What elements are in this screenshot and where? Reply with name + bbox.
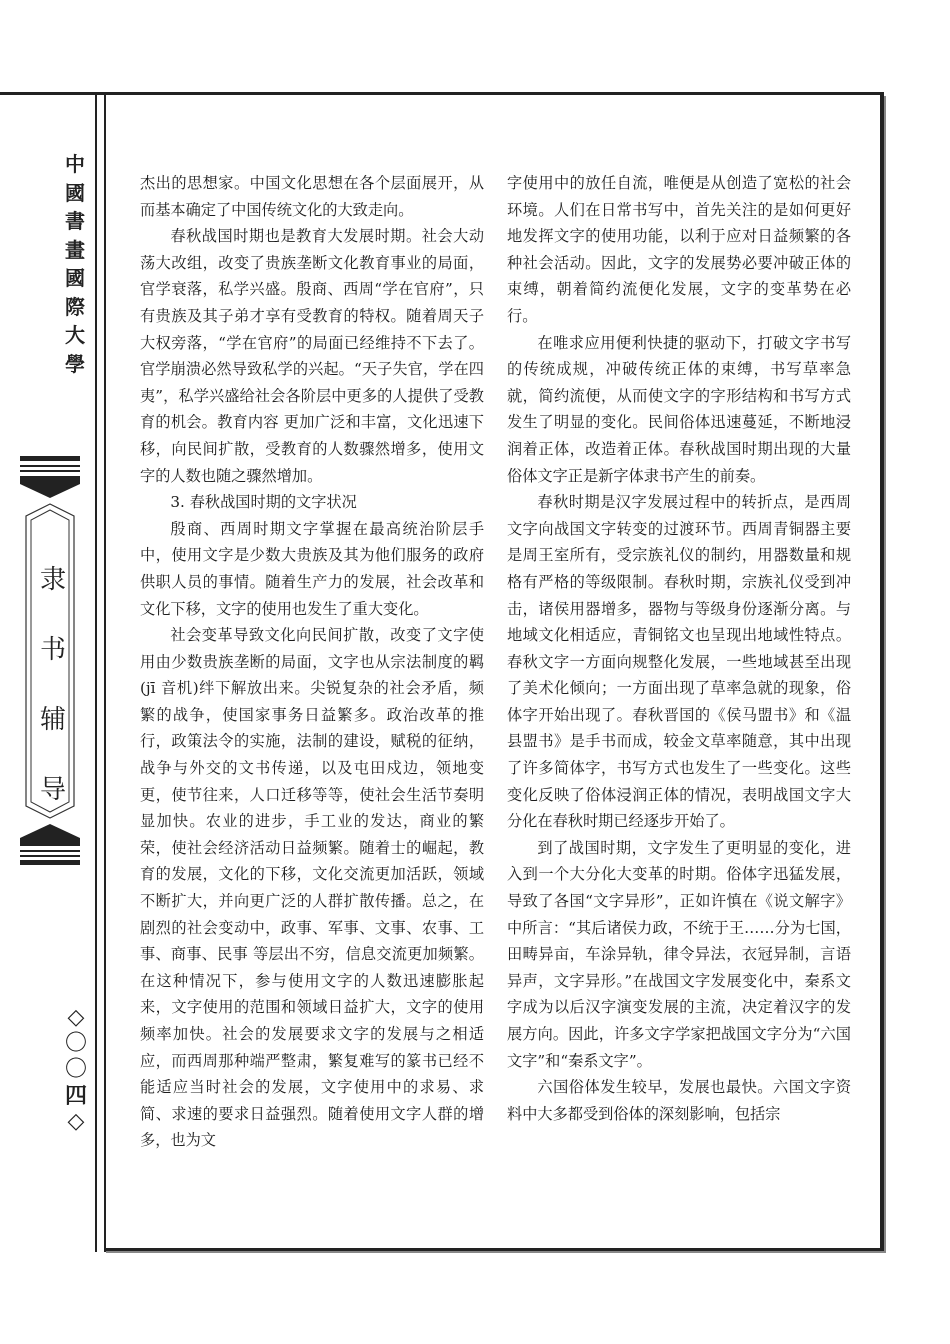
- page-frame-top: [0, 92, 884, 95]
- page-number-ornament-bottom: ◇: [67, 1109, 85, 1134]
- paragraph: 杰出的思想家。中国文化思想在各个层面展开，从而基本确定了中国传统文化的大致走向。: [140, 174, 484, 219]
- school-name: 中國書畫國際大學: [65, 152, 85, 376]
- left-text-column: [140, 170, 484, 1154]
- page-number-digit-1: 〇: [64, 1031, 87, 1056]
- page-number-ornament-top: ◇: [67, 1005, 85, 1030]
- page-number-digit-3: 四: [64, 1083, 87, 1109]
- paragraph: 在唯求应用便利快捷的驱动下，打破文字书写的传统成规，冲破传统正体的束缚，书写草率急就，简约流便，从而使文字的字形结构和书写方式发生了明显的变化。民间俗体迅速蔓延，不断地浸润着正体，改造着正体。春秋战国时期出现的大量俗体文字正是新字体隶书产生的前奏。: [507, 333, 851, 485]
- section-heading: 3. 春秋战国时期的文字状况: [170, 493, 357, 512]
- page-frame-shadow-right: [884, 96, 886, 1253]
- page-frame-shadow-bottom: [106, 1251, 886, 1253]
- paragraph: 社会变革导致文化向民间扩散，改变了文字使用由少数贵族垄断的局面，文字也从宗法制度的羁(jī 音机)绊下解放出来。尖锐复杂的社会矛盾，频繁的战争，使国家事务日益繁多。政治改革的推行，政策法令的实施，法制的建设，赋税的征纳，战争与外交的文书传递，以及屯田戍边，领地变更，使节往来，人口迁移等等，使社会生活节奏明显加快。农业的进步，手工业的发达，商业的繁荣，使社会经济活动日益频繁。随着士的崛起，教育的发展，文化的下移，文化交流更加活跃，领域不断扩大，并向更广泛的人群扩散传播。总之，在剧烈的社会变动中，政事、军事、文事、农事、工事、商事、民事 等层出不穷，信息交流更加频繁。在这种情况下，参与使用文字的人数迅速膨胀起来，文字使用的范围和领域日益扩大，文字的使用频率加快。社会的发展要求文字的发展与之相适应，而西周那种端严整肃，繁复难写的篆书已经不能适应当时社会的发展，文字使用中的求易、求简、求速的要求日益强烈。随着使用文字人群的增多，也为文: [140, 626, 484, 1150]
- paragraph: 六国俗体发生较早，发展也最快。六国文字资料中大多都受到俗体的深刻影响，包括宗: [507, 1078, 851, 1123]
- chapter-title: 隶书辅导: [40, 565, 67, 805]
- sidebar-divider-outer: [95, 92, 97, 1252]
- page-number-digit-2: 〇: [64, 1057, 87, 1082]
- sidebar-divider-inner: [104, 92, 106, 1252]
- paragraph: 春秋时期是汉字发展过程中的转折点，是西周文字向战国文字转变的过渡环节。西周青铜器主要是周王室所有，受宗族礼仪的制约，用器数量和规格有严格的等级限制。春秋时期，宗族礼仪受到冲击，诸侯用器增多，器物与等级身份逐渐分离。与地域文化相适应，青铜铭文也呈现出地域性特点。春秋文字一方面向规整化发展，一些地域甚至出现了美术化倾向；一方面出现了草率急就的现象，俗体字开始出现了。春秋晋国的《侯马盟书》和《温县盟书》是手书而成，较金文草率随意，其中出现了许多简体字，书写方式也发生了一些变化。这些变化反映了俗体浸润正体的情况，表明战国文字大分化在春秋时期已经逐步开始了。: [507, 493, 851, 831]
- paragraph: 殷商、西周时期文字掌握在最高统治阶层手中，使用文字是少数大贵族及其为他们服务的政府供职人员的事情。随着生产力的发展，社会改革和文化下移，文字的使用也发生了重大变化。: [140, 519, 484, 618]
- paragraph: 字使用中的放任自流，唯便是从创造了宽松的社会环境。人们在日常书写中，首先关注的是如何更好地发挥文字的使用功能，以利于应对日益频繁的各种社会活动。因此，文字的发展势必要冲破正体的束缚，朝着简约流便化发展，文字的变革势在必行。: [507, 174, 851, 325]
- paragraph: 春秋战国时期也是教育大发展时期。社会大动荡大改组，改变了贵族垄断文化教育事业的局面，官学衰落，私学兴盛。殷商、西周“学在官府”，只有贵族及其子弟才享有受教育的特权。随着周天子大权旁落，“学在官府”的局面已经维持不下去了。官学崩溃必然导致私学的兴起。“天子失官，学在四夷”，私学兴盛给社会各阶层中更多的人提供了受教育的机会。教育内容 更加广泛和丰富，文化迅速下移，向民间扩散，受教育的人数骤然增多，使用文字的人数也随之骤然增加。: [140, 227, 484, 485]
- paragraph: 到了战国时期，文字发生了更明显的变化，进入到一个大分化大变革的时期。俗体字迅猛发展，导致了各国“文字异形”，正如许慎在《说文解字》中所言：“其后诸侯力政，不统于王……分为七国，田畴异亩，车涂异轨，律令异法，衣冠异制，言语异声，文字异形。”在战国文字发展变化中，秦系文字成为以后汉字演变发展的主流，决定着汉字的发展方向。因此，许多文字学家把战国文字分为“六国文字”和“秦系文字”。: [507, 838, 851, 1070]
- right-text-column: [507, 170, 851, 1127]
- page-number: [62, 1005, 90, 1135]
